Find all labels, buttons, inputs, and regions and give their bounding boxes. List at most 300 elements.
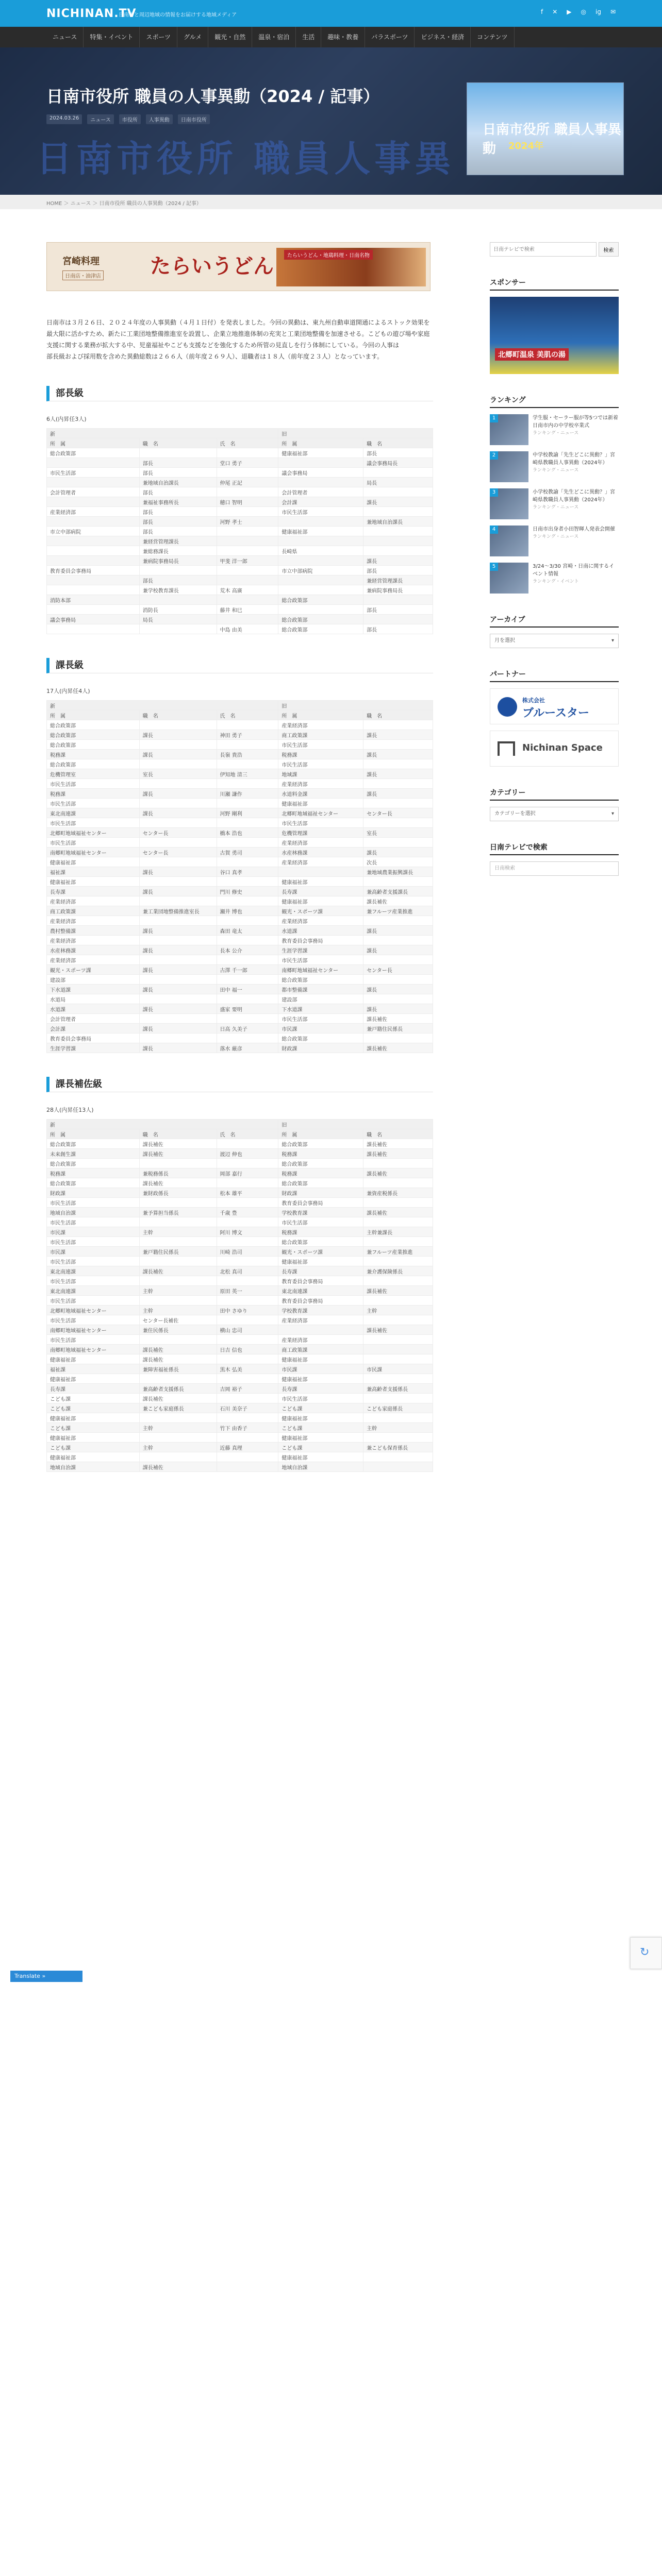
table-cell: 産業経済部 [47, 507, 140, 517]
table-row [47, 1413, 433, 1423]
table-cell: 兼経営管理課長 [363, 575, 433, 585]
ranking-title: 中学校教諭「先生どこに異動？」宮崎県教職員人事異動（2024年） [533, 452, 615, 466]
table-row [47, 595, 433, 605]
table-cell: 市民生活部 [47, 1217, 140, 1227]
category-select[interactable] [490, 807, 619, 821]
table-cell [217, 595, 278, 605]
table-cell: 室長 [139, 769, 217, 779]
table-cell: 課長補佐 [363, 1168, 433, 1178]
translate-button[interactable]: Translate » [10, 1971, 82, 1982]
table-cell: 総合政策部 [47, 740, 140, 750]
ranking-title: 日南市出身者小田智暉人発表会開催 [533, 527, 615, 532]
instagram-icon[interactable]: ig [595, 8, 601, 15]
table-cell: 課長補佐 [139, 1345, 217, 1354]
table-cell: 兼税務係長 [139, 1168, 217, 1178]
table-cell [217, 975, 278, 985]
table-header-row [47, 1120, 433, 1129]
table-row [47, 1237, 433, 1247]
article-intro [46, 317, 433, 362]
table-cell [139, 1433, 217, 1443]
table-header-new: 新 [47, 1120, 278, 1129]
line-icon[interactable]: ◎ [581, 8, 586, 15]
ranking-item[interactable] [490, 414, 623, 445]
table-cell: 産業経済部 [278, 916, 363, 926]
table-cell [47, 497, 140, 507]
page-title: 日南市役所 職員の人事異動（2024 / 記事） [46, 87, 380, 106]
sidebar [490, 242, 623, 876]
table-cell: 部長 [139, 517, 217, 527]
ranking-number: 1 [490, 414, 498, 422]
table-cell: 健康福祉部 [47, 877, 140, 887]
table-cell: 税務課 [278, 750, 363, 759]
table-cell [139, 1014, 217, 1024]
table-cell: 兼住民係長 [139, 1325, 217, 1335]
table-cell: 産業経済部 [278, 1315, 363, 1325]
table-cell: 阿川 博文 [217, 1227, 278, 1237]
table-header-row [47, 701, 433, 710]
mail-icon[interactable]: ✉ [610, 8, 616, 15]
table-cell [217, 799, 278, 808]
table-cell [217, 857, 278, 867]
table-cell [278, 1325, 363, 1335]
table-cell [363, 818, 433, 828]
table-cell: 兼こども保育係長 [363, 1443, 433, 1452]
table-cell: 総合政策部 [278, 975, 363, 985]
table-cell [363, 779, 433, 789]
ranking-item[interactable] [490, 488, 619, 519]
article-tag[interactable]: ニュース [87, 114, 114, 124]
table-cell: 落水 厳彦 [217, 1043, 278, 1053]
table-cell: 学校教育課 [278, 1306, 363, 1315]
ranking-item[interactable] [490, 563, 619, 594]
table-row [47, 994, 433, 1004]
partner-logo-nichinan-space[interactable] [490, 731, 619, 767]
table-cell: 健康福祉部 [47, 857, 140, 867]
table-cell: 課長補佐 [139, 1462, 217, 1472]
table-cell: 橋本 浩也 [217, 828, 278, 838]
table-cell: 日吉 信也 [217, 1345, 278, 1354]
table-cell [217, 536, 278, 546]
table-cell [47, 458, 140, 468]
table-cell: 産業経済部 [278, 720, 363, 730]
ranking-text-block [533, 526, 615, 556]
category-heading: カテゴリー [490, 787, 619, 801]
table-cell: 課長 [139, 985, 217, 994]
table-cell: 課長補佐 [139, 1266, 217, 1276]
table-cell [217, 1033, 278, 1043]
table-cell [217, 955, 278, 965]
nav-item[interactable]: スポーツ [140, 27, 177, 47]
table-cell: 健康福祉部 [47, 1354, 140, 1364]
table-cell: 課長 [139, 789, 217, 799]
table-cell [217, 877, 278, 887]
table-cell: 地域自治課 [47, 1462, 140, 1472]
nav-item[interactable]: ビジネス・経済 [415, 27, 471, 47]
table-cell [47, 546, 140, 556]
table-cell: 兼介護保険係長 [363, 1266, 433, 1276]
table-cell: 消防長 [139, 605, 217, 615]
table-cell [278, 605, 363, 615]
ranking-category: ランキング・ニュース [533, 505, 579, 510]
table-cell: 課長 [363, 848, 433, 857]
table-cell [363, 759, 433, 769]
table-cell [363, 740, 433, 750]
youtube-icon[interactable]: ▶ [567, 8, 572, 15]
table-row [47, 720, 433, 730]
table-cell: 東北南連課 [47, 1266, 140, 1276]
table-cell: 健康福祉部 [47, 1452, 140, 1462]
table-cell: 課長 [363, 556, 433, 566]
hero-background-text: 日南市役所 職員人事異 [36, 137, 455, 180]
table-cell: 総合政策部 [47, 720, 140, 730]
table-cell: 主幹 [139, 1306, 217, 1315]
nav-item[interactable]: 温泉・宿泊 [252, 27, 296, 47]
article-tag[interactable]: 日南市役所 [178, 114, 210, 124]
table-cell: 課長補佐 [139, 1394, 217, 1403]
table-cell [217, 1237, 278, 1247]
table-cell [363, 1315, 433, 1325]
table-header-old: 旧 [278, 701, 433, 710]
facebook-icon[interactable]: f [540, 8, 543, 15]
table-cell [217, 1394, 278, 1403]
table-cell [139, 955, 217, 965]
table-cell: 部長 [363, 605, 433, 615]
table-row [47, 497, 433, 507]
site-tagline: 日南市と周辺地域の情報をお届けする地域メディア [119, 12, 237, 18]
table-cell: 危機管理課 [278, 828, 363, 838]
table-cell [278, 867, 363, 877]
table-cell [363, 507, 433, 517]
nichinan-space-logo-icon [498, 741, 515, 756]
article-tag[interactable]: 市役所 [119, 114, 141, 124]
x-icon[interactable]: ✕ [552, 8, 558, 15]
table-cell [217, 1257, 278, 1266]
table-cell [217, 759, 278, 769]
table-cell: 東北南連課 [47, 808, 140, 818]
table-row [47, 848, 433, 857]
table-cell [363, 1452, 433, 1462]
table-header-cell: 職 名 [363, 1129, 433, 1139]
nav-item[interactable]: パラスポーツ [365, 27, 415, 47]
ranking-category: ランキング・イベント [533, 579, 579, 584]
table-cell: 主幹 [139, 1286, 217, 1296]
table-cell: 税務課 [278, 1227, 363, 1237]
table-cell: 渡辺 伸也 [217, 1149, 278, 1159]
nav-item[interactable]: グルメ [177, 27, 208, 47]
ranking-thumbnail [490, 414, 528, 445]
table-cell: 門川 修史 [217, 887, 278, 896]
table-cell: こども課 [47, 1403, 140, 1413]
table-header-cell: 職 名 [363, 438, 433, 448]
breadcrumb[interactable]: HOME ＞ ニュース ＞ 日南市役所 職員の人事異動（2024 / 記事） [46, 201, 202, 207]
table-row [47, 1178, 433, 1188]
table-cell: 課長補佐 [139, 1149, 217, 1159]
ranking-item[interactable] [490, 451, 619, 482]
table-cell: 市民課 [363, 1364, 433, 1374]
table-cell [363, 1296, 433, 1306]
table-cell: 水道局 [47, 994, 140, 1004]
chevron-down-icon: ▾ [611, 638, 614, 643]
table-row [47, 838, 433, 848]
table-cell [278, 458, 363, 468]
ranking-category: ランキング・ニュース [533, 468, 579, 473]
table-cell [139, 1413, 217, 1423]
sidebar-search [490, 242, 619, 257]
table-cell: 市民生活部 [278, 955, 363, 965]
table-row [47, 896, 433, 906]
partner-logo-bluestar[interactable] [490, 688, 619, 724]
table-cell: 市民生活部 [47, 1296, 140, 1306]
table-row [47, 605, 433, 615]
table-cell: 健康福祉部 [47, 1433, 140, 1443]
recaptcha-badge[interactable] [630, 1937, 662, 1969]
table-cell: 兼高齢者支援課長 [363, 887, 433, 896]
table-cell [217, 818, 278, 828]
table-cell [278, 585, 363, 595]
table-cell: 谷口 真孝 [217, 867, 278, 877]
table-header-cell: 所 属 [278, 710, 363, 720]
intro-paragraph: 部長級および採用数を含めた異動総数は２６６人（前年度２６９人）、退職者は１８人（前年度２３人）となっています。 [46, 353, 384, 360]
table-cell: 課長 [363, 789, 433, 799]
table-cell: 部長 [363, 624, 433, 634]
nav-item[interactable]: 生活 [296, 27, 321, 47]
table-cell [363, 527, 433, 536]
ranking-heading: ランキング [490, 395, 619, 408]
table-cell [139, 1033, 217, 1043]
table-cell: 市民生活部 [278, 1394, 363, 1403]
table-cell [139, 1296, 217, 1306]
nav-item[interactable]: 観光・自然 [208, 27, 252, 47]
table-cell: 市民生活部 [47, 838, 140, 848]
table-cell: 吉岡 裕子 [217, 1384, 278, 1394]
table-cell [363, 838, 433, 848]
table-cell: 課長補佐 [363, 1208, 433, 1217]
table-cell: 市民生活部 [47, 1335, 140, 1345]
table-cell: 市民生活部 [278, 507, 363, 517]
table-row [47, 1423, 433, 1433]
table-row [47, 887, 433, 896]
table-row [47, 799, 433, 808]
table-cell: 石川 美奈子 [217, 1403, 278, 1413]
table-cell: 主幹 [139, 1227, 217, 1237]
table-row [47, 1139, 433, 1149]
table-cell: 兼地域農業振興課長 [363, 867, 433, 877]
table-row [47, 487, 433, 497]
section-count: 6人(内昇任3人) [46, 416, 87, 422]
table-row [47, 769, 433, 779]
table-cell: 税務課 [47, 750, 140, 759]
ranking-item[interactable] [490, 526, 619, 556]
table-cell: 主幹 [363, 1306, 433, 1315]
table-cell [139, 1374, 217, 1384]
table-cell: 課長補佐 [363, 1014, 433, 1024]
table-cell: 盛家 要明 [217, 1004, 278, 1014]
table-cell [217, 1217, 278, 1227]
table-row [47, 1443, 433, 1452]
table-cell [47, 517, 140, 527]
table-row [47, 1335, 433, 1345]
table-row [47, 1286, 433, 1296]
table-header-cell: 所 属 [47, 710, 140, 720]
table-cell: 東北南連課 [278, 1286, 363, 1296]
table-cell [217, 487, 278, 497]
table-cell: 部長 [139, 468, 217, 478]
table-header-cell: 職 名 [363, 710, 433, 720]
partner-heading: パートナー [490, 669, 619, 682]
table-cell: 会計管理者 [47, 487, 140, 497]
table-row [47, 1325, 433, 1335]
article-tag[interactable]: 人事異動 [146, 114, 173, 124]
search-button[interactable]: 検索 [599, 242, 619, 257]
table-cell: 仲尾 正記 [217, 478, 278, 487]
table-cell: 課長 [363, 769, 433, 779]
table-row [47, 1315, 433, 1325]
article-hero [0, 47, 662, 195]
nav-item[interactable]: コンテンツ [471, 27, 514, 47]
table-cell: 課長 [139, 1004, 217, 1014]
table-cell: 観光・スポーツ課 [278, 906, 363, 916]
table-row [47, 527, 433, 536]
table-row [47, 1364, 433, 1374]
table-cell: 水産林務課 [278, 848, 363, 857]
table-row [47, 556, 433, 566]
table-row [47, 975, 433, 985]
table-cell: 部長 [139, 527, 217, 536]
table-cell: 市民生活部 [47, 468, 140, 478]
personnel-table [46, 428, 433, 634]
hero-thumbnail-year: 2024年 [508, 141, 544, 151]
table-header-row [47, 429, 433, 438]
table-cell [217, 1159, 278, 1168]
table-cell: 課長 [139, 867, 217, 877]
table-cell [139, 448, 217, 458]
table-row [47, 1247, 433, 1257]
table-cell: 長寿課 [278, 887, 363, 896]
table-cell: こども課 [278, 1443, 363, 1452]
table-row [47, 1276, 433, 1286]
table-cell: 市民生活部 [47, 1198, 140, 1208]
table-row [47, 857, 433, 867]
table-cell: 下水道課 [278, 1004, 363, 1014]
table-cell: 税務課 [278, 1168, 363, 1178]
table-cell: 課長 [139, 945, 217, 955]
table-cell [217, 1315, 278, 1325]
table-row [47, 507, 433, 517]
table-cell: 兼地域自治課長 [363, 517, 433, 527]
table-cell [139, 994, 217, 1004]
table-cell: 兼フルーツ産業推進 [363, 1247, 433, 1257]
hero-thumbnail-title: 日南市役所 職員人事異動 [483, 122, 622, 157]
table-cell: 市民課 [47, 1247, 140, 1257]
table-cell: 市立中部病院 [47, 527, 140, 536]
table-cell: 健康福祉部 [47, 1413, 140, 1423]
table-cell: 総合政策部 [278, 595, 363, 605]
nav-item[interactable]: 趣味・教養 [321, 27, 365, 47]
table-cell: 田中 福一 [217, 985, 278, 994]
table-cell: 観光・スポーツ課 [278, 1247, 363, 1257]
table-cell: 市民生活部 [278, 1014, 363, 1024]
table-cell: 課長補佐 [363, 1325, 433, 1335]
table-cell: 北松 真司 [217, 1266, 278, 1276]
sponsor-banner[interactable] [490, 297, 619, 374]
ranking-thumbnail [490, 451, 528, 482]
table-row [47, 1168, 433, 1178]
table-cell: 長本 公介 [217, 945, 278, 955]
table-cell: 会計課 [47, 1024, 140, 1033]
table-cell: 地域課 [278, 769, 363, 779]
table-cell [217, 720, 278, 730]
table-cell: 健康福祉部 [278, 877, 363, 887]
table-cell [363, 1159, 433, 1168]
table-cell: 健康福祉部 [278, 799, 363, 808]
table-row [47, 536, 433, 546]
table-row [47, 624, 433, 634]
table-cell: 下水道課 [47, 985, 140, 994]
table-cell: 地域自治課 [47, 1208, 140, 1217]
table-cell [217, 1452, 278, 1462]
table-cell [363, 799, 433, 808]
ad-shop-sub: 日南店・油津店 [62, 270, 104, 280]
table-cell [363, 975, 433, 985]
ranking-number: 4 [490, 526, 498, 534]
table-header-cell: 職 名 [139, 1129, 217, 1139]
table-cell: 総合政策部 [278, 624, 363, 634]
table-cell: 長崎県 [278, 546, 363, 556]
site-header [0, 0, 662, 27]
ranking-title: 小学校教諭「先生どこに異動？」宮崎県教職員人事異動（2024年） [533, 489, 615, 503]
table-cell: 学校教育課 [278, 1208, 363, 1217]
table-cell: 健康福祉部 [278, 527, 363, 536]
table-cell: 兼学校教育課長 [139, 585, 217, 595]
ranking-text-block [533, 488, 619, 519]
table-cell: センター長 [363, 965, 433, 975]
table-cell: 建設部 [47, 975, 140, 985]
table-cell: 総合政策部 [278, 1237, 363, 1247]
partner-name-big: ブルースター [522, 707, 590, 720]
table-cell: 産業経済部 [278, 1335, 363, 1345]
search-input[interactable] [490, 242, 597, 257]
nav-item[interactable]: ニュース [46, 27, 84, 47]
table-cell: 瀬井 博也 [217, 906, 278, 916]
table-cell: 商工政策課 [278, 1345, 363, 1354]
table-cell: 産業経済部 [47, 955, 140, 965]
table-cell: 市民生活部 [278, 759, 363, 769]
table-cell [139, 595, 217, 605]
table-cell [217, 527, 278, 536]
nav-item[interactable]: 特集・イベント [84, 27, 140, 47]
table-header-row [47, 438, 433, 448]
table-cell: 北郷町地域福祉センター [47, 828, 140, 838]
table-header-cell: 職 名 [139, 438, 217, 448]
table-cell [363, 1237, 433, 1247]
table-row [47, 750, 433, 759]
ad-banner[interactable] [46, 242, 431, 291]
table-cell: 総合政策部 [278, 1033, 363, 1043]
archive-select[interactable] [490, 634, 619, 648]
table-row [47, 1159, 433, 1168]
site-logo[interactable]: NICHINAN.TV [46, 7, 137, 20]
main-nav [0, 27, 662, 47]
breadcrumb-bar [0, 195, 662, 209]
table-cell: 産業経済部 [47, 936, 140, 945]
site-search-input[interactable]: 日南検索 [490, 861, 619, 876]
table-cell: 長嶺 貴浩 [217, 750, 278, 759]
table-cell: 兼予算担当係長 [139, 1208, 217, 1217]
table-cell [363, 1033, 433, 1043]
table-cell: 市民生活部 [278, 818, 363, 828]
table-row [47, 1433, 433, 1443]
table-cell: 福祉課 [47, 867, 140, 877]
